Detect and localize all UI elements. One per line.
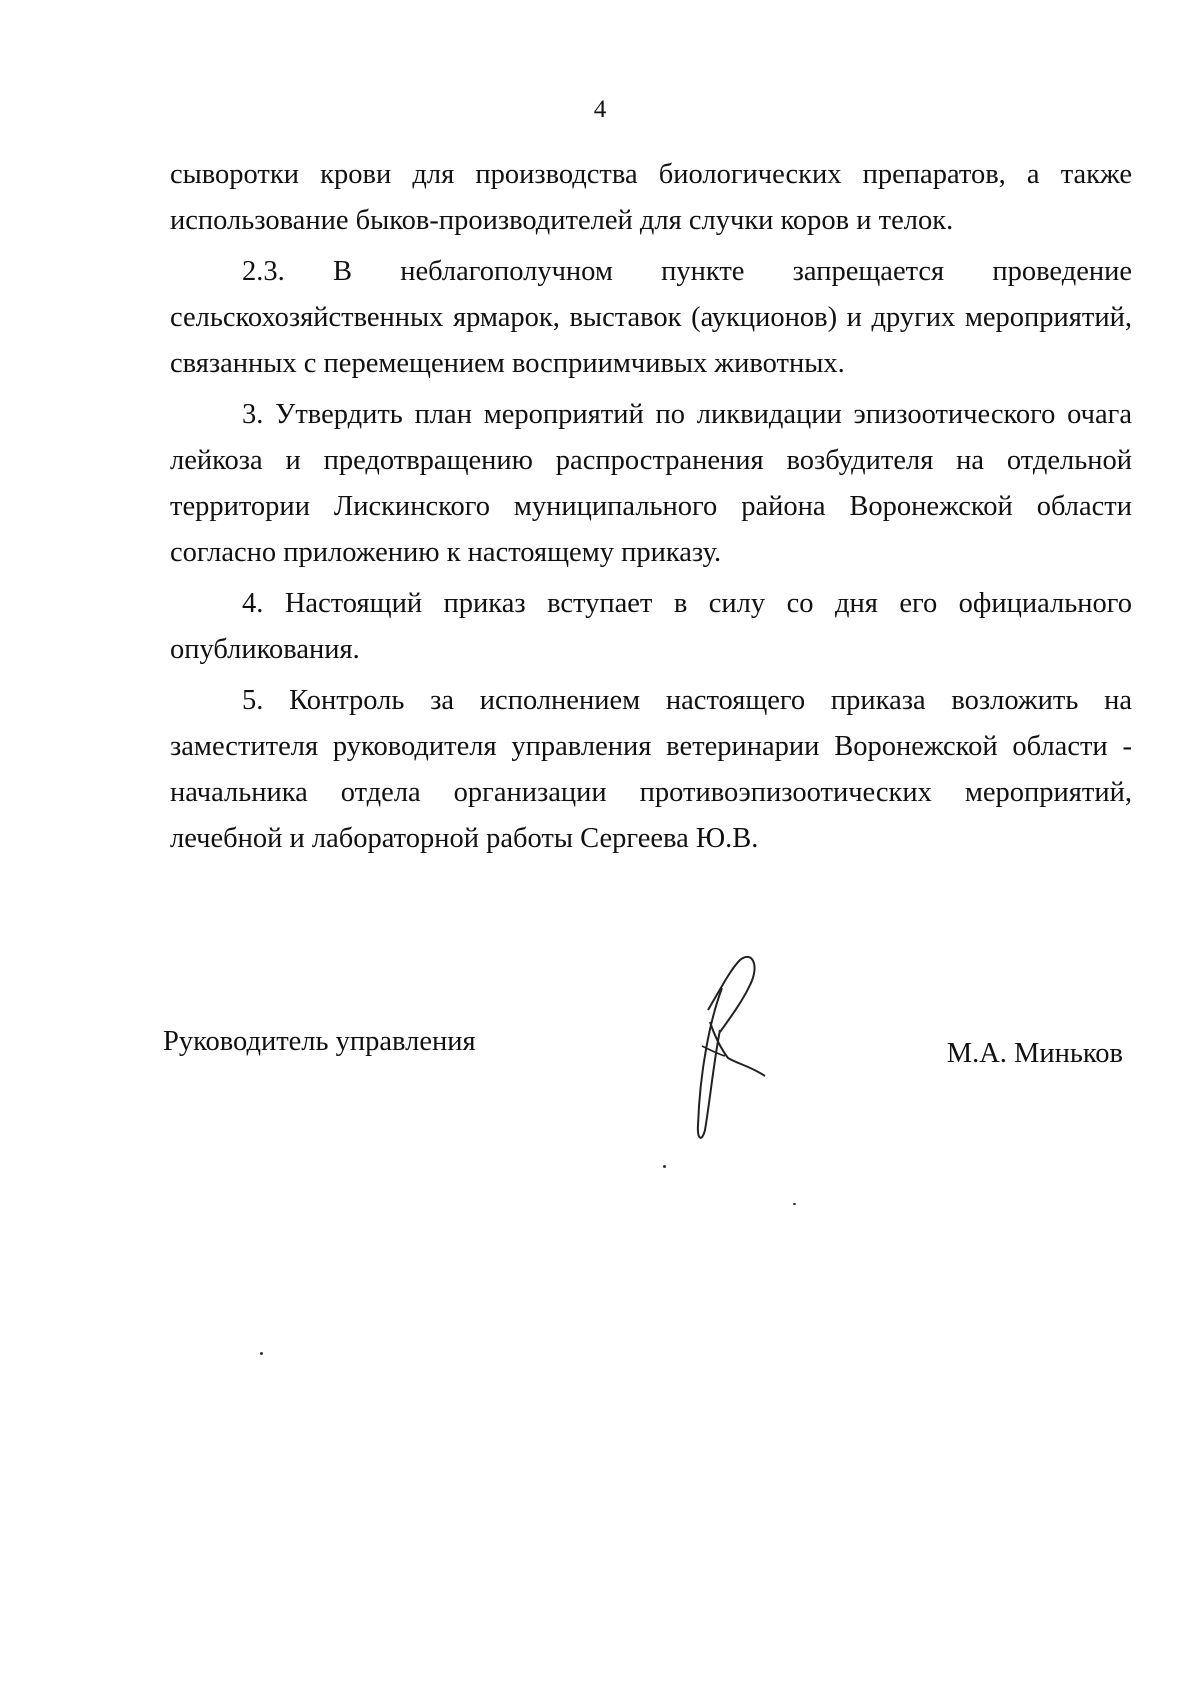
signatory-name: М.А. Миньков (946, 1038, 1123, 1069)
handwritten-signature (680, 950, 790, 1150)
scan-speck (793, 1203, 796, 1205)
paragraph-2-3: 2.3. В неблагополучном пункте запрещается проведение сельскохозяйственных ярмарок, выставок (аукционов) и других мероприятий, связанных с перемещением восприимчивых животных. (170, 256, 1132, 379)
scan-speck (260, 1352, 263, 1355)
page-number: 4 (593, 96, 607, 123)
paragraph-continuation: сыворотки крови для производства биологических препаратов, а также использование быков-производителей для случки коров и телок. (170, 159, 1132, 236)
scan-speck (663, 1165, 666, 1168)
signatory-title: Руководитель управления (163, 1026, 476, 1057)
paragraph-4: 4. Настоящий приказ вступает в силу со дня его официального опубликования. (170, 588, 1132, 665)
paragraph-5: 5. Контроль за исполнением настоящего приказа возложить на заместителя руководителя управления ветеринарии Воронежской области - начальника отдела организации противоэпизоотических мероприятий, лечебной и лабораторной работы Сергеева Ю.В. (170, 685, 1132, 854)
signature-block (163, 1020, 1123, 1140)
document-body (170, 152, 1132, 867)
paragraph-3: 3. Утвердить план мероприятий по ликвидации эпизоотического очага лейкоза и предотвращению распространения возбудителя на отдельной территории Лискинского муниципального района Воронежской области согласно приложению к настоящему приказу. (170, 399, 1132, 568)
